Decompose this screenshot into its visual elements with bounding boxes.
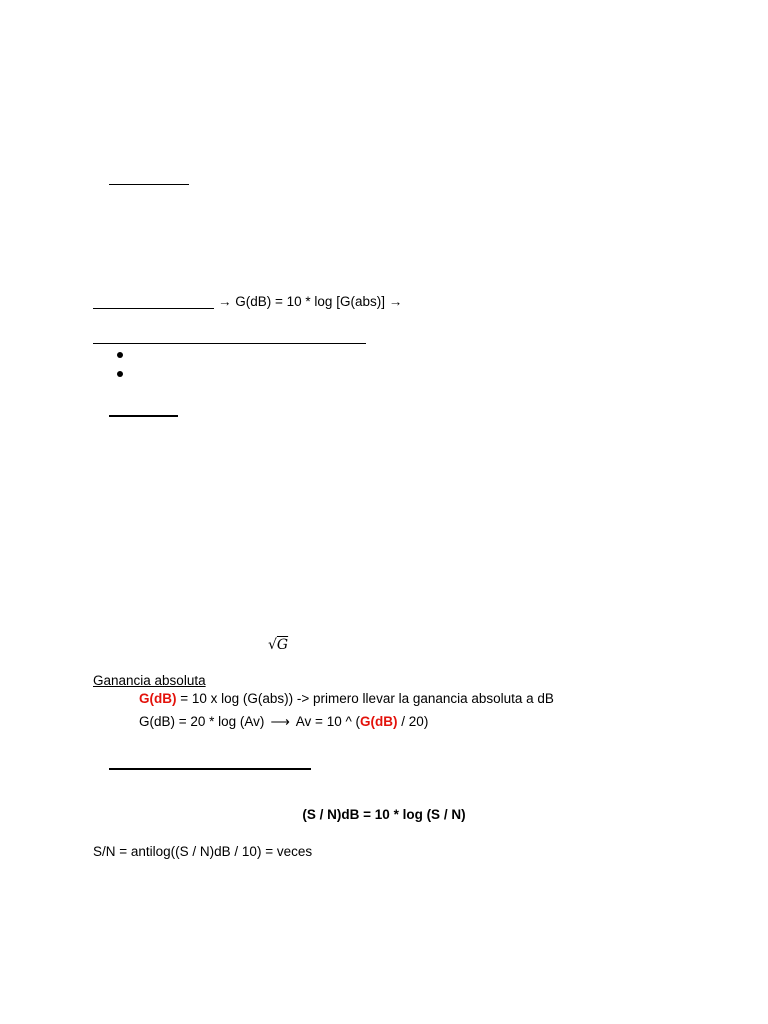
blank-underline <box>109 768 311 770</box>
snr-db-formula: (S / N)dB = 10 * log (S / N) <box>302 807 466 822</box>
bullet-icon <box>117 352 123 358</box>
arrow-right-icon: → <box>218 294 232 309</box>
absolute-gain-heading: Ganancia absoluta <box>93 673 206 688</box>
blank-underline <box>93 343 366 344</box>
gdb-term: G(dB) <box>139 691 177 706</box>
line2-end: / 20) <box>397 714 429 729</box>
sqrt-icon: √ <box>268 637 277 653</box>
line1-rest: = 10 x log (G(abs)) -> primero llevar la ganancia absoluta a dB <box>176 691 554 706</box>
gdb-term: G(dB) <box>360 714 398 729</box>
blank-underline <box>93 308 214 309</box>
bullet-icon <box>117 371 123 377</box>
snr-antilog-formula: S/N = antilog((S / N)dB / 10) = veces <box>93 844 313 859</box>
line2-mid: Av = 10 ^ ( <box>295 714 361 729</box>
absolute-gain-line-2 <box>139 714 428 730</box>
gain-db-formula: G(dB) = 10 * log [G(abs)] <box>235 294 385 309</box>
sqrt-g-expression <box>268 637 288 653</box>
blank-underline <box>109 184 189 185</box>
blank-underline <box>109 415 178 417</box>
variable-g: G <box>276 637 289 653</box>
arrow-right-icon: → <box>388 294 403 309</box>
line2-start: G(dB) = 20 * log (Av) <box>139 714 265 729</box>
gain-formula-line <box>218 294 402 310</box>
absolute-gain-line-1 <box>139 691 554 707</box>
long-arrow-icon: ⟶ <box>270 714 290 729</box>
